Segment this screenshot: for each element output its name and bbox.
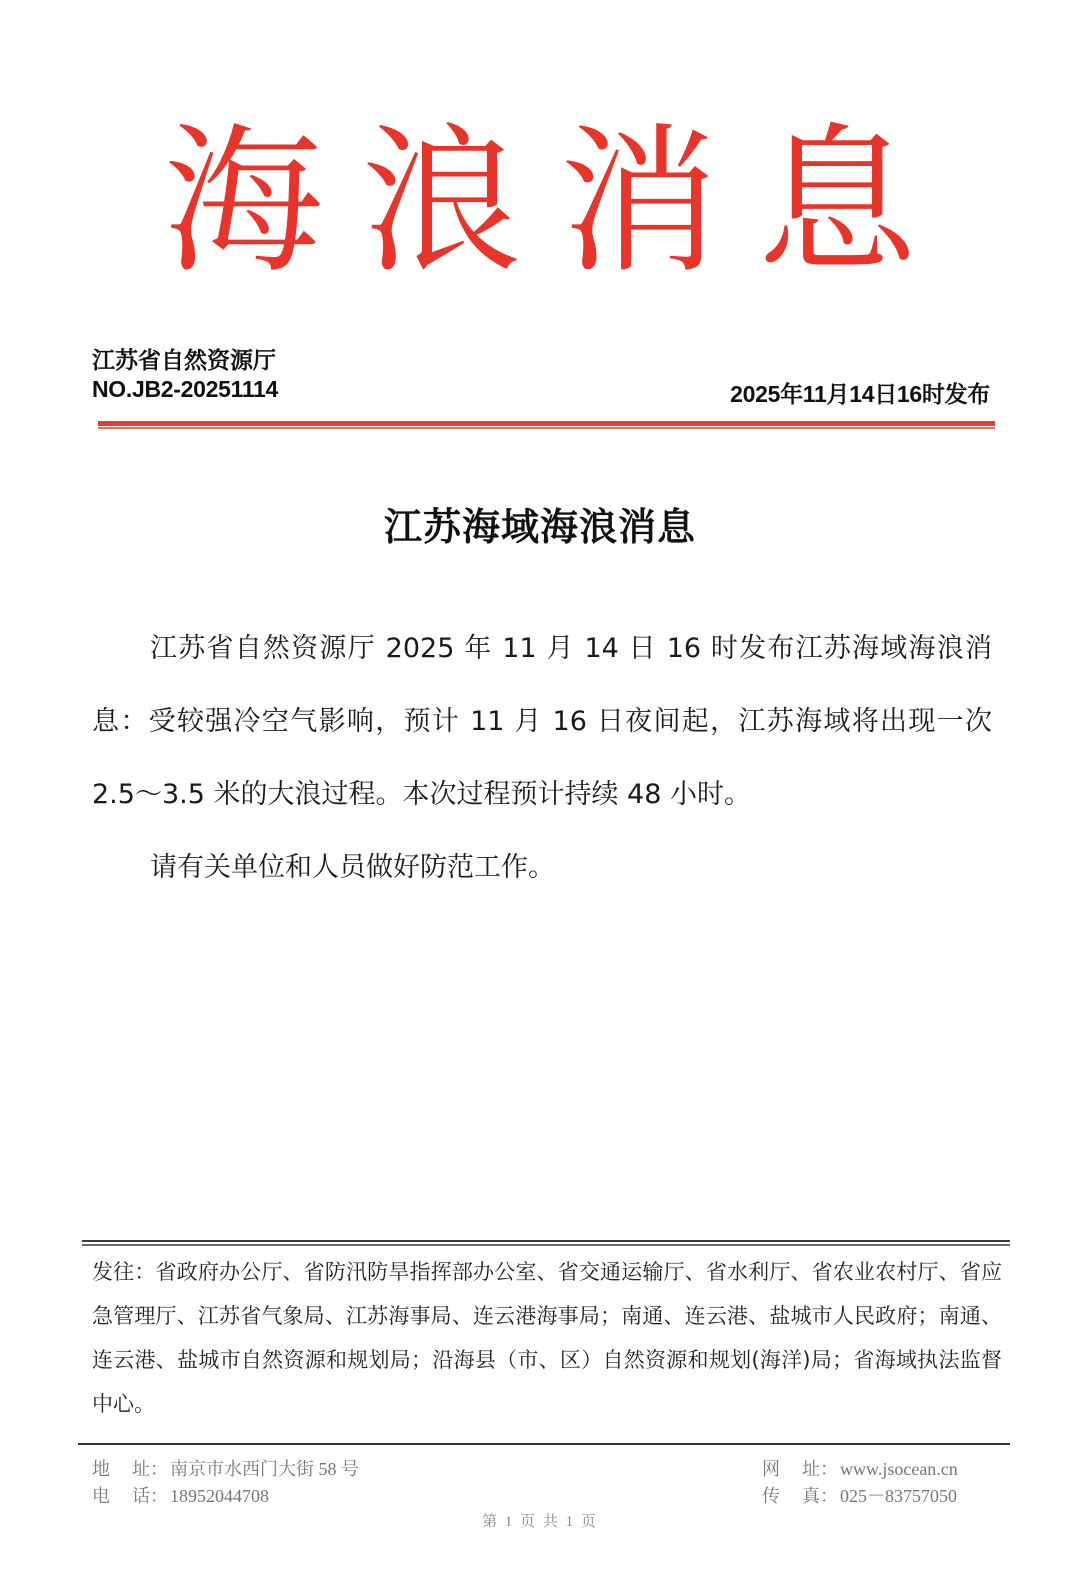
body-paragraph: 江苏省自然资源厅 2025 年 11 月 14 日 16 时发布江苏海域海浪消息：受较强冷空气影响，预计 11 月 16 日夜间起，江苏海域将出现一次 2.5～3.5 米的大浪过程。本次过程预计持续 48 小时。 (92, 633, 992, 810)
distribution-divider (82, 1240, 1010, 1246)
footer-phone (92, 1483, 359, 1510)
address-label-a: 地 (92, 1459, 110, 1479)
footer-address (92, 1456, 359, 1483)
masthead-char: 息 (757, 108, 918, 295)
footer-website (762, 1456, 958, 1483)
distribution-label: 发往： (92, 1260, 156, 1284)
address-label-b: 址： (132, 1459, 168, 1479)
website-label-b: 址： (802, 1459, 838, 1479)
document-title: 江苏海域海浪消息 (383, 505, 696, 549)
phone-label-a: 电 (92, 1486, 110, 1506)
masthead-title (0, 108, 1080, 295)
issue-datetime: 2025年11月14日16时发布 (730, 381, 990, 407)
footer-contact-left (92, 1456, 359, 1510)
fax-label-b: 真： (802, 1486, 838, 1506)
footer-contact-right (762, 1456, 958, 1510)
footer-fax (762, 1483, 958, 1510)
distribution-recipients: 省政府办公厅、省防汛防旱指挥部办公室、省交通运输厅、省水利厅、省农业农村厅、省应急管理厅、江苏省气象局、江苏海事局、连云港海事局；南通、连云港、盐城市人民政府；南通、连云港、盐城市自然资源和规划局；沿海县（市、区）自然资源和规划(海洋)局；省海域执法监督中心。 (92, 1260, 1002, 1416)
phone-label-b: 话： (132, 1486, 168, 1506)
distribution-list (92, 1250, 1002, 1426)
fax-value: 025－83757050 (840, 1486, 957, 1506)
page-indicator: 第 1 页 共 1 页 (482, 1514, 598, 1530)
fax-label-a: 传 (762, 1486, 780, 1506)
body-paragraph: 请有关单位和人员做好防范工作。 (150, 852, 555, 883)
website-link[interactable]: www.jsocean.cn (840, 1459, 958, 1479)
issuer-name: 江苏省自然资源厅 (92, 347, 276, 373)
document-number: NO.JB2-20251114 (92, 376, 279, 402)
masthead-char: 海 (163, 108, 324, 295)
masthead-char: 浪 (361, 108, 522, 295)
address-value: 南京市水西门大街 58 号 (170, 1459, 359, 1479)
masthead-char: 消 (559, 108, 720, 295)
footer-divider (78, 1443, 1010, 1445)
document-body (92, 612, 992, 904)
header-red-divider (98, 421, 995, 429)
website-label-a: 网 (762, 1459, 780, 1479)
divider-thin-line (98, 427, 995, 429)
phone-value: 18952044708 (170, 1486, 269, 1506)
